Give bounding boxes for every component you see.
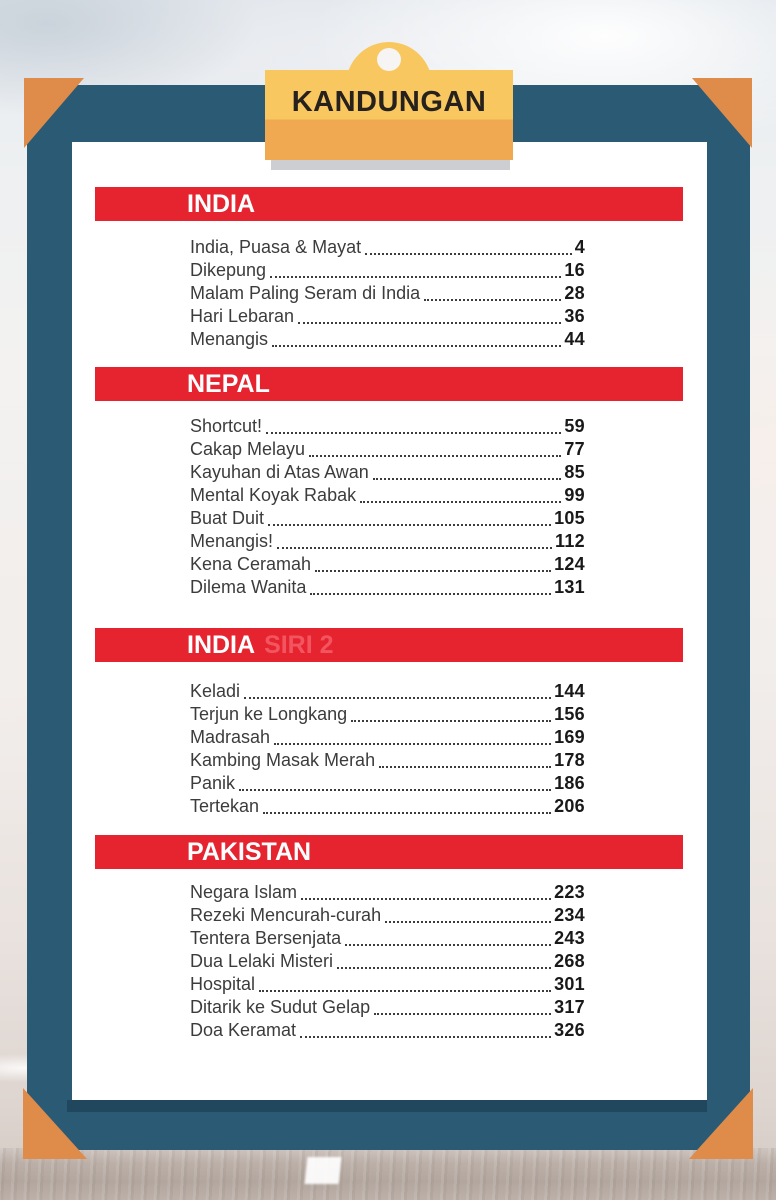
toc-section — [72, 367, 707, 599]
entry-title: Buat Duit — [190, 508, 265, 528]
toc-entry — [190, 996, 585, 1019]
entry-page-number: 186 — [554, 773, 585, 793]
entry-title: Kayuhan di Atas Awan — [190, 462, 369, 482]
entry-page-number: 243 — [554, 928, 585, 948]
entry-page-number: 59 — [564, 416, 585, 436]
entry-page-number: 77 — [564, 439, 585, 459]
toc-entry — [190, 927, 585, 950]
entry-page-number: 317 — [554, 997, 585, 1017]
dot-leader — [298, 322, 561, 324]
entry-page-number: 99 — [564, 485, 585, 505]
entry-title: Rezeki Mencurah-curah — [190, 905, 382, 925]
entry-title: Ditarik ke Sudut Gelap — [190, 997, 371, 1017]
dot-leader — [345, 944, 551, 946]
toc-entry — [190, 904, 585, 927]
entry-title: Dilema Wanita — [190, 577, 307, 597]
entry-page-number: 131 — [554, 577, 585, 597]
dot-leader — [263, 812, 551, 814]
entry-page-number: 16 — [564, 260, 585, 280]
entry-title: Cakap Melayu — [190, 439, 306, 459]
toc-entry — [190, 703, 585, 726]
toc-entry — [190, 553, 585, 576]
entry-title: Hospital — [190, 974, 256, 994]
entry-page-number: 234 — [554, 905, 585, 925]
entry-page-number: 124 — [554, 554, 585, 574]
dot-leader — [379, 766, 551, 768]
toc-entry — [190, 680, 585, 703]
entry-title: Kambing Masak Merah — [190, 750, 376, 770]
entry-title: Hari Lebaran — [190, 306, 295, 326]
section-heading-suffix: SIRI 2 — [264, 631, 334, 659]
entry-page-number: 156 — [554, 704, 585, 724]
toc-entry — [190, 772, 585, 795]
entry-page-number: 44 — [564, 329, 585, 349]
entry-title: Dua Lelaki Misteri — [190, 951, 334, 971]
section-entries — [190, 680, 585, 818]
toc-entry — [190, 749, 585, 772]
toc-entry — [190, 950, 585, 973]
entry-page-number: 169 — [554, 727, 585, 747]
entry-title: Dikepung — [190, 260, 267, 280]
entry-page-number: 178 — [554, 750, 585, 770]
section-banner — [95, 835, 683, 869]
dot-leader — [315, 570, 551, 572]
road-lane-marking — [305, 1157, 342, 1184]
dot-leader — [374, 1013, 551, 1015]
toc-entry — [190, 259, 585, 282]
entry-title: Panik — [190, 773, 236, 793]
clip-hole — [377, 48, 401, 71]
entry-page-number: 206 — [554, 796, 585, 816]
toc-entry — [190, 973, 585, 996]
entry-title: Terjun ke Longkang — [190, 704, 348, 724]
entry-title: Menangis! — [190, 531, 274, 551]
dot-leader — [270, 276, 561, 278]
entry-title: Doa Keramat — [190, 1020, 297, 1040]
toc-entry — [190, 530, 585, 553]
entry-title: Madrasah — [190, 727, 271, 747]
dot-leader — [277, 547, 552, 549]
entry-title: Kena Ceramah — [190, 554, 312, 574]
toc-entry — [190, 881, 585, 904]
section-heading: NEPAL — [187, 370, 270, 398]
toc-entry — [190, 507, 585, 530]
toc-section — [72, 835, 707, 1042]
entry-page-number: 268 — [554, 951, 585, 971]
entry-title: Menangis — [190, 329, 269, 349]
entry-page-number: 326 — [554, 1020, 585, 1040]
toc-entry — [190, 795, 585, 818]
toc-entry — [190, 305, 585, 328]
toc-entry — [190, 438, 585, 461]
entry-page-number: 4 — [574, 237, 585, 257]
dot-leader — [274, 743, 551, 745]
dot-leader — [244, 697, 551, 699]
section-banner — [95, 187, 683, 221]
dot-leader — [239, 789, 551, 791]
dot-leader — [337, 967, 551, 969]
toc-entry — [190, 484, 585, 507]
dot-leader — [360, 501, 561, 503]
dot-leader — [272, 345, 561, 347]
toc-section — [72, 628, 707, 818]
dot-leader — [266, 432, 561, 434]
entry-page-number: 105 — [554, 508, 585, 528]
dot-leader — [365, 253, 572, 255]
section-entries — [190, 415, 585, 599]
dot-leader — [424, 299, 561, 301]
dot-leader — [301, 898, 551, 900]
dot-leader — [259, 990, 551, 992]
paper-shadow — [67, 1100, 707, 1112]
dot-leader — [351, 720, 551, 722]
toc-entry — [190, 282, 585, 305]
toc-entry — [190, 726, 585, 749]
entry-page-number: 223 — [554, 882, 585, 902]
dot-leader — [309, 455, 561, 457]
entry-page-number: 36 — [564, 306, 585, 326]
dot-leader — [300, 1036, 551, 1038]
entry-page-number: 112 — [555, 531, 585, 551]
entry-title: India, Puasa & Mayat — [190, 237, 362, 257]
section-entries — [190, 236, 585, 351]
section-heading: PAKISTAN — [187, 838, 312, 866]
entry-page-number: 301 — [554, 974, 585, 994]
entry-title: Negara Islam — [190, 882, 298, 902]
section-banner — [95, 367, 683, 401]
entry-page-number: 85 — [564, 462, 585, 482]
entry-title: Shortcut! — [190, 416, 263, 436]
toc-entry — [190, 1019, 585, 1042]
entry-page-number: 28 — [564, 283, 585, 303]
dot-leader — [385, 921, 551, 923]
toc-entry — [190, 328, 585, 351]
toc-content — [72, 142, 707, 1042]
toc-entry — [190, 236, 585, 259]
dot-leader — [268, 524, 551, 526]
entry-page-number: 144 — [554, 681, 585, 701]
toc-entry — [190, 415, 585, 438]
page-title: KANDUNGAN — [291, 85, 487, 118]
entry-title: Tertekan — [190, 796, 260, 816]
section-heading: INDIA — [187, 190, 256, 218]
entry-title: Keladi — [190, 681, 241, 701]
section-heading: INDIA — [187, 631, 256, 659]
entry-title: Mental Koyak Rabak — [190, 485, 357, 505]
dot-leader — [310, 593, 551, 595]
entry-title: Tentera Bersenjata — [190, 928, 342, 948]
dot-leader — [373, 478, 562, 480]
section-banner — [95, 628, 683, 662]
entry-title: Malam Paling Seram di India — [190, 283, 421, 303]
road-background — [0, 1148, 776, 1200]
section-entries — [190, 881, 585, 1042]
toc-section — [72, 187, 707, 351]
toc-entry — [190, 576, 585, 599]
toc-entry — [190, 461, 585, 484]
clip-shadow — [271, 160, 510, 170]
